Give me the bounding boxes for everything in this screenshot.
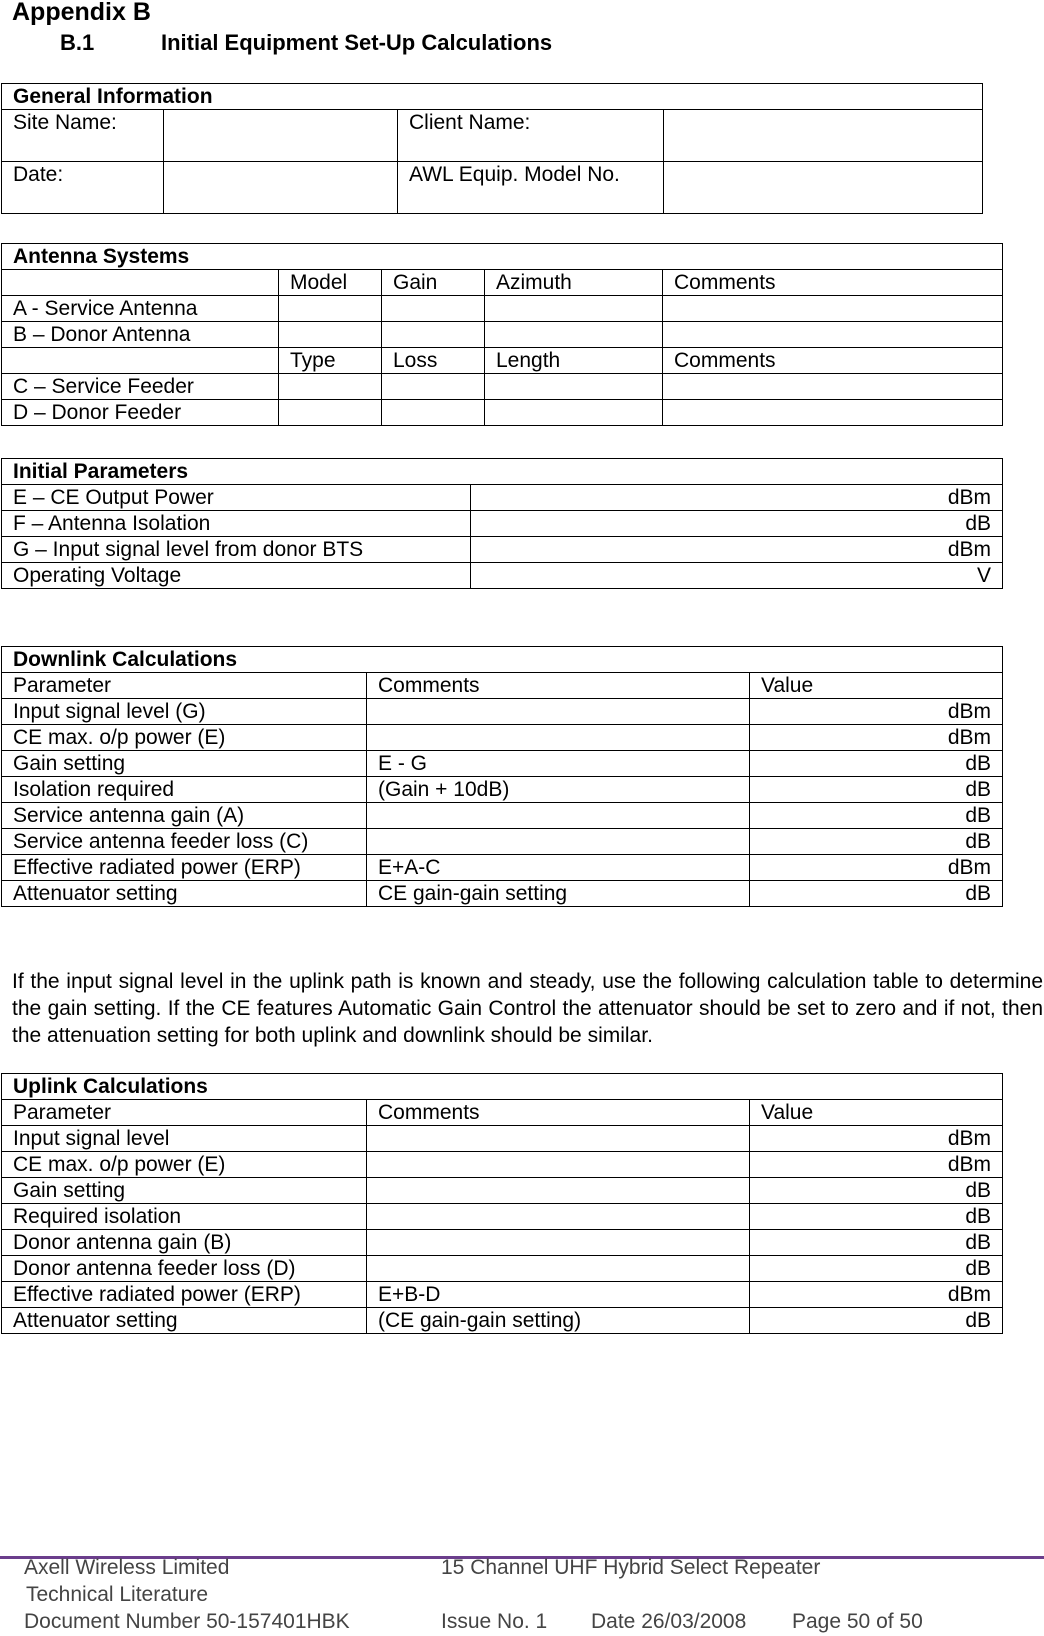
azimuth-field[interactable] (485, 296, 663, 322)
comment-cell: CE gain-gain setting (367, 881, 750, 907)
general-information-table (1, 83, 983, 214)
parameter-label: Effective radiated power (ERP) (2, 1282, 367, 1308)
value-field[interactable]: dBm (750, 1282, 1003, 1308)
length-field[interactable] (485, 400, 663, 426)
parameter-label: Attenuator setting (2, 881, 367, 907)
table-row (2, 485, 1003, 511)
comments-field[interactable] (663, 400, 1003, 426)
footer-issue: Issue No. 1 (441, 1610, 548, 1633)
column-header: Type (279, 348, 382, 374)
footer-date: Date 26/03/2008 (591, 1610, 747, 1633)
column-header: Comments (663, 348, 1003, 374)
loss-field[interactable] (382, 400, 485, 426)
table-row (2, 751, 1003, 777)
model-no-field[interactable] (664, 162, 983, 214)
table-row (2, 296, 1003, 322)
value-field[interactable]: dBm (750, 725, 1003, 751)
parameter-label: Isolation required (2, 777, 367, 803)
footer-product: 15 Channel UHF Hybrid Select Repeater (441, 1556, 821, 1579)
column-header: Length (485, 348, 663, 374)
table-row (2, 511, 1003, 537)
gain-field[interactable] (382, 322, 485, 348)
initial-parameters-table (1, 458, 1003, 589)
parameter-label: Attenuator setting (2, 1308, 367, 1334)
value-field[interactable]: dB (750, 1178, 1003, 1204)
general-information-title: General Information (2, 84, 983, 110)
site-name-field[interactable] (164, 110, 398, 162)
antenna-systems-table (1, 243, 1003, 426)
type-field[interactable] (279, 374, 382, 400)
column-header: Gain (382, 270, 485, 296)
comment-cell: E+B-D (367, 1282, 750, 1308)
footer-company: Axell Wireless Limited (24, 1556, 230, 1579)
comment-cell (367, 1152, 750, 1178)
table-row (2, 537, 1003, 563)
column-header: Parameter (2, 673, 367, 699)
comments-field[interactable] (663, 374, 1003, 400)
parameter-label: Input signal level (2, 1126, 367, 1152)
value-field[interactable]: dBm (750, 699, 1003, 725)
parameter-label: CE max. o/p power (E) (2, 725, 367, 751)
client-name-field[interactable] (664, 110, 983, 162)
table-row (2, 374, 1003, 400)
table-row (2, 855, 1003, 881)
comment-cell (367, 1256, 750, 1282)
parameter-label: G – Input signal level from donor BTS (2, 537, 471, 563)
date-field[interactable] (164, 162, 398, 214)
comment-cell (367, 1230, 750, 1256)
column-header: Value (750, 1100, 1003, 1126)
model-no-label: AWL Equip. Model No. (398, 162, 664, 214)
value-field[interactable]: dB (750, 1230, 1003, 1256)
footer-page: Page 50 of 50 (792, 1610, 923, 1633)
column-header: Comments (367, 673, 750, 699)
table-row (2, 400, 1003, 426)
parameter-label: Gain setting (2, 1178, 367, 1204)
antenna-header-row (2, 270, 1003, 296)
type-field[interactable] (279, 400, 382, 426)
uplink-instructions-paragraph: If the input signal level in the uplink path is known and steady, use the following calculation table to determine the gain setting. If the CE features Automatic Gain Control the attenuator should be set to zero and if not, then the attenuation setting for both uplink and downlink should be similar. (12, 970, 1043, 1047)
table-row (2, 725, 1003, 751)
value-field[interactable]: dB (750, 1204, 1003, 1230)
table-row (2, 322, 1003, 348)
table-row (2, 1204, 1003, 1230)
uplink-calculations-title: Uplink Calculations (2, 1074, 1003, 1100)
table-row (2, 563, 1003, 589)
column-header: Comments (367, 1100, 750, 1126)
comments-field[interactable] (663, 296, 1003, 322)
appendix-title: Appendix B (12, 0, 151, 26)
parameter-label: F – Antenna Isolation (2, 511, 471, 537)
uplink-calculations-table (1, 1073, 1003, 1334)
parameter-label: Effective radiated power (ERP) (2, 855, 367, 881)
model-field[interactable] (279, 296, 382, 322)
section-number: B.1 (60, 30, 95, 55)
client-name-label: Client Name: (398, 110, 664, 162)
value-field[interactable]: dB (750, 777, 1003, 803)
comment-cell: (CE gain-gain setting) (367, 1308, 750, 1334)
parameter-label: E – CE Output Power (2, 485, 471, 511)
table-row (2, 1126, 1003, 1152)
header-row (2, 1100, 1003, 1126)
table-row (2, 881, 1003, 907)
value-field[interactable]: dB (750, 751, 1003, 777)
column-header: Value (750, 673, 1003, 699)
gain-field[interactable] (382, 296, 485, 322)
comment-cell: E+A-C (367, 855, 750, 881)
comments-field[interactable] (663, 322, 1003, 348)
table-row (2, 777, 1003, 803)
value-field[interactable]: dBm (750, 1126, 1003, 1152)
comment-cell (367, 699, 750, 725)
value-field[interactable]: dBm (750, 1152, 1003, 1178)
table-cell (2, 270, 279, 296)
comment-cell (367, 803, 750, 829)
table-row (2, 699, 1003, 725)
row-label: D – Donor Feeder (2, 400, 279, 426)
value-field[interactable]: dBm (471, 537, 1003, 563)
value-field[interactable]: dB (750, 1256, 1003, 1282)
column-header: Loss (382, 348, 485, 374)
value-field[interactable]: dB (750, 881, 1003, 907)
table-cell (2, 348, 279, 374)
parameter-label: Required isolation (2, 1204, 367, 1230)
column-header: Model (279, 270, 382, 296)
comment-cell: (Gain + 10dB) (367, 777, 750, 803)
comment-cell (367, 829, 750, 855)
table-row (2, 1152, 1003, 1178)
value-field[interactable]: V (471, 563, 1003, 589)
antenna-header-row (2, 348, 1003, 374)
downlink-calculations-table (1, 646, 1003, 907)
comment-cell (367, 1204, 750, 1230)
parameter-label: Service antenna gain (A) (2, 803, 367, 829)
section-title: Initial Equipment Set-Up Calculations (161, 30, 553, 55)
table-row (2, 1178, 1003, 1204)
value-field[interactable]: dBm (750, 855, 1003, 881)
parameter-label: Donor antenna gain (B) (2, 1230, 367, 1256)
loss-field[interactable] (382, 374, 485, 400)
date-label: Date: (2, 162, 164, 214)
model-field[interactable] (279, 322, 382, 348)
parameter-label: Operating Voltage (2, 563, 471, 589)
site-name-label: Site Name: (2, 110, 164, 162)
comment-cell (367, 1126, 750, 1152)
length-field[interactable] (485, 374, 663, 400)
antenna-systems-title: Antenna Systems (2, 244, 1003, 270)
header-row (2, 673, 1003, 699)
value-field[interactable]: dB (750, 803, 1003, 829)
table-row (2, 803, 1003, 829)
footer-literature: Technical Literature (26, 1583, 209, 1606)
row-label: C – Service Feeder (2, 374, 279, 400)
table-row (2, 829, 1003, 855)
table-row (2, 1308, 1003, 1334)
column-header: Azimuth (485, 270, 663, 296)
comment-cell (367, 1178, 750, 1204)
column-header: Comments (663, 270, 1003, 296)
parameter-label: Service antenna feeder loss (C) (2, 829, 367, 855)
parameter-label: Gain setting (2, 751, 367, 777)
value-field[interactable]: dB (471, 511, 1003, 537)
value-field[interactable]: dB (750, 1308, 1003, 1334)
comment-cell: E - G (367, 751, 750, 777)
table-row (2, 1282, 1003, 1308)
column-header: Parameter (2, 1100, 367, 1126)
footer-doc-number: Document Number 50-157401HBK (24, 1610, 350, 1633)
value-field[interactable]: dB (750, 829, 1003, 855)
parameter-label: CE max. o/p power (E) (2, 1152, 367, 1178)
parameter-label: Input signal level (G) (2, 699, 367, 725)
initial-parameters-title: Initial Parameters (2, 459, 1003, 485)
table-row (2, 1256, 1003, 1282)
row-label: A - Service Antenna (2, 296, 279, 322)
table-row (2, 1230, 1003, 1256)
comment-cell (367, 725, 750, 751)
value-field[interactable]: dBm (471, 485, 1003, 511)
row-label: B – Donor Antenna (2, 322, 279, 348)
azimuth-field[interactable] (485, 322, 663, 348)
parameter-label: Donor antenna feeder loss (D) (2, 1256, 367, 1282)
downlink-calculations-title: Downlink Calculations (2, 647, 1003, 673)
